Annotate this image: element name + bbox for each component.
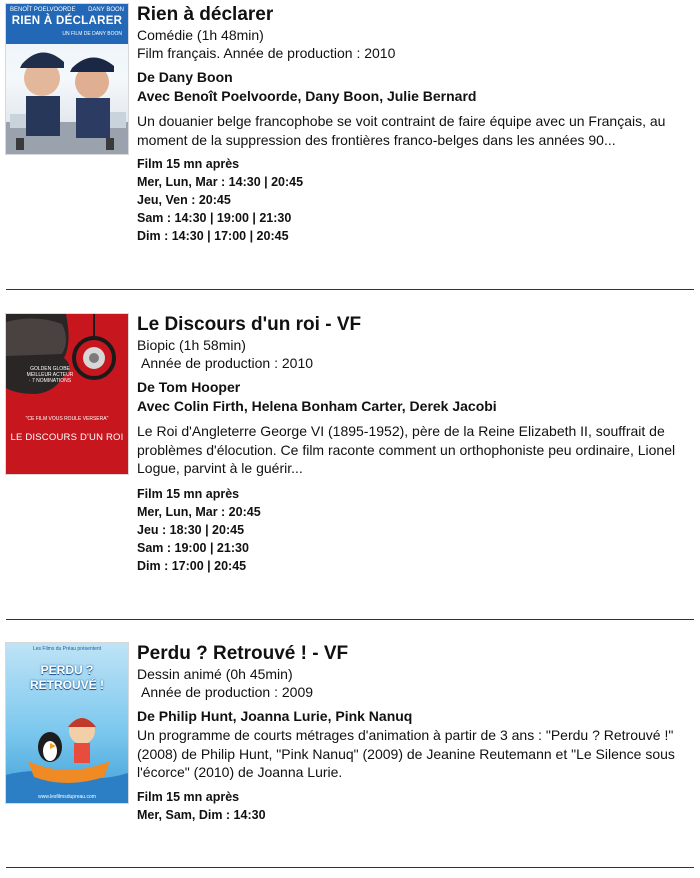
- poster-url: www.lesfilmsdupreau.com: [38, 794, 96, 800]
- film-schedule: [137, 788, 692, 824]
- schedule-line: Jeu, Ven : 20:45: [137, 193, 231, 207]
- film-info: [137, 643, 692, 824]
- film-schedule: [137, 155, 692, 245]
- schedule-line: Film 15 mn après: [137, 789, 240, 804]
- film-synopsis: Le Roi d'Angleterre George VI (1895-1952), père de la Reine Elizabeth II, souffrait de problèmes d'élocution. Ce film raconte comment un orthophoniste peu ordinaire, Lionel Logue, parvint à le guérir...: [137, 423, 676, 476]
- poster-title: RIEN À DÉCLARER: [11, 15, 123, 27]
- poster-tagline: GOLDEN GLOBE MEILLEUR ACTEUR · 7 NOMINATIONS: [26, 366, 74, 384]
- poster-illustration: [6, 314, 128, 474]
- separator-line: [6, 289, 694, 290]
- film-info: [137, 4, 692, 245]
- schedule-line: Film 15 mn après: [137, 157, 240, 171]
- film-cast: Avec Benoît Poelvoorde, Dany Boon, Julie Bernard: [137, 88, 477, 104]
- schedule-line: Mer, Lun, Mar : 20:45: [137, 504, 261, 519]
- film-production: Film français. Année de production : 2010: [137, 45, 396, 61]
- movie-poster[interactable]: [6, 314, 128, 474]
- separator-line: [6, 619, 694, 620]
- poster-title-line: PERDU ?: [40, 663, 94, 677]
- poster-cast-left: BENOÎT POELVOORDE: [10, 7, 76, 13]
- poster-presenter: Les Films du Préau présentent: [32, 646, 102, 652]
- film-title[interactable]: Le Discours d'un roi - VF: [137, 314, 362, 335]
- poster-cast-right: DANY BOON: [88, 7, 124, 13]
- schedule-line: Mer, Sam, Dim : 14:30: [137, 807, 266, 822]
- film-director: De Dany Boon: [137, 69, 233, 85]
- poster-illustration: [6, 4, 128, 154]
- poster-illustration: [6, 643, 128, 803]
- film-director: De Philip Hunt, Joanna Lurie, Pink Nanuq: [137, 708, 413, 724]
- schedule-line: Dim : 17:00 | 20:45: [137, 558, 247, 573]
- film-production: Année de production : 2010: [141, 355, 314, 371]
- film-genre-duration: Biopic (1h 58min): [137, 337, 246, 353]
- film-cast: Avec Colin Firth, Helena Bonham Carter, Derek Jacobi: [137, 398, 497, 414]
- film-production: Année de production : 2009: [141, 684, 314, 700]
- schedule-line: Sam : 19:00 | 21:30: [137, 540, 249, 555]
- separator-line: [6, 867, 694, 868]
- film-info: [137, 314, 692, 575]
- poster-director: UN FILM DE DANY BOON: [62, 31, 122, 37]
- schedule-line: Film 15 mn après: [137, 486, 240, 501]
- film-schedule: [137, 485, 692, 575]
- film-director: De Tom Hooper: [137, 379, 241, 395]
- poster-quote: "CE FILM VOUS ROULE VERSERA": [25, 416, 109, 422]
- schedule-line: Dim : 14:30 | 17:00 | 20:45: [137, 229, 289, 243]
- film-synopsis: Un programme de courts métrages d'animation à partir de 3 ans : "Perdu ? Retrouvé !" (2008) de Philip Hunt, "Pink Nanuq" (2009) de Jeanine Reutemann et "Le Silence sous l'écorce" (2010) de Joanna Lurie.: [137, 727, 675, 780]
- schedule-line: Mer, Lun, Mar : 14:30 | 20:45: [137, 175, 304, 189]
- poster-title-line: RETROUVÉ !: [29, 678, 104, 692]
- schedule-line: Sam : 14:30 | 19:00 | 21:30: [137, 211, 292, 225]
- movie-poster[interactable]: [6, 643, 128, 803]
- schedule-line: Jeu : 18:30 | 20:45: [137, 522, 245, 537]
- film-genre-duration: Dessin animé (0h 45min): [137, 666, 293, 682]
- film-synopsis: Un douanier belge francophobe se voit contraint de faire équipe avec un Français, au moment de la suppression des frontières franco-belges dans les années 90...: [137, 113, 666, 148]
- film-genre-duration: Comédie (1h 48min): [137, 27, 264, 43]
- poster-title: LE DISCOURS D'UN ROI: [10, 432, 124, 443]
- film-title[interactable]: Rien à déclarer: [137, 4, 274, 25]
- film-title[interactable]: Perdu ? Retrouvé ! - VF: [137, 643, 349, 664]
- movie-poster[interactable]: [6, 4, 128, 154]
